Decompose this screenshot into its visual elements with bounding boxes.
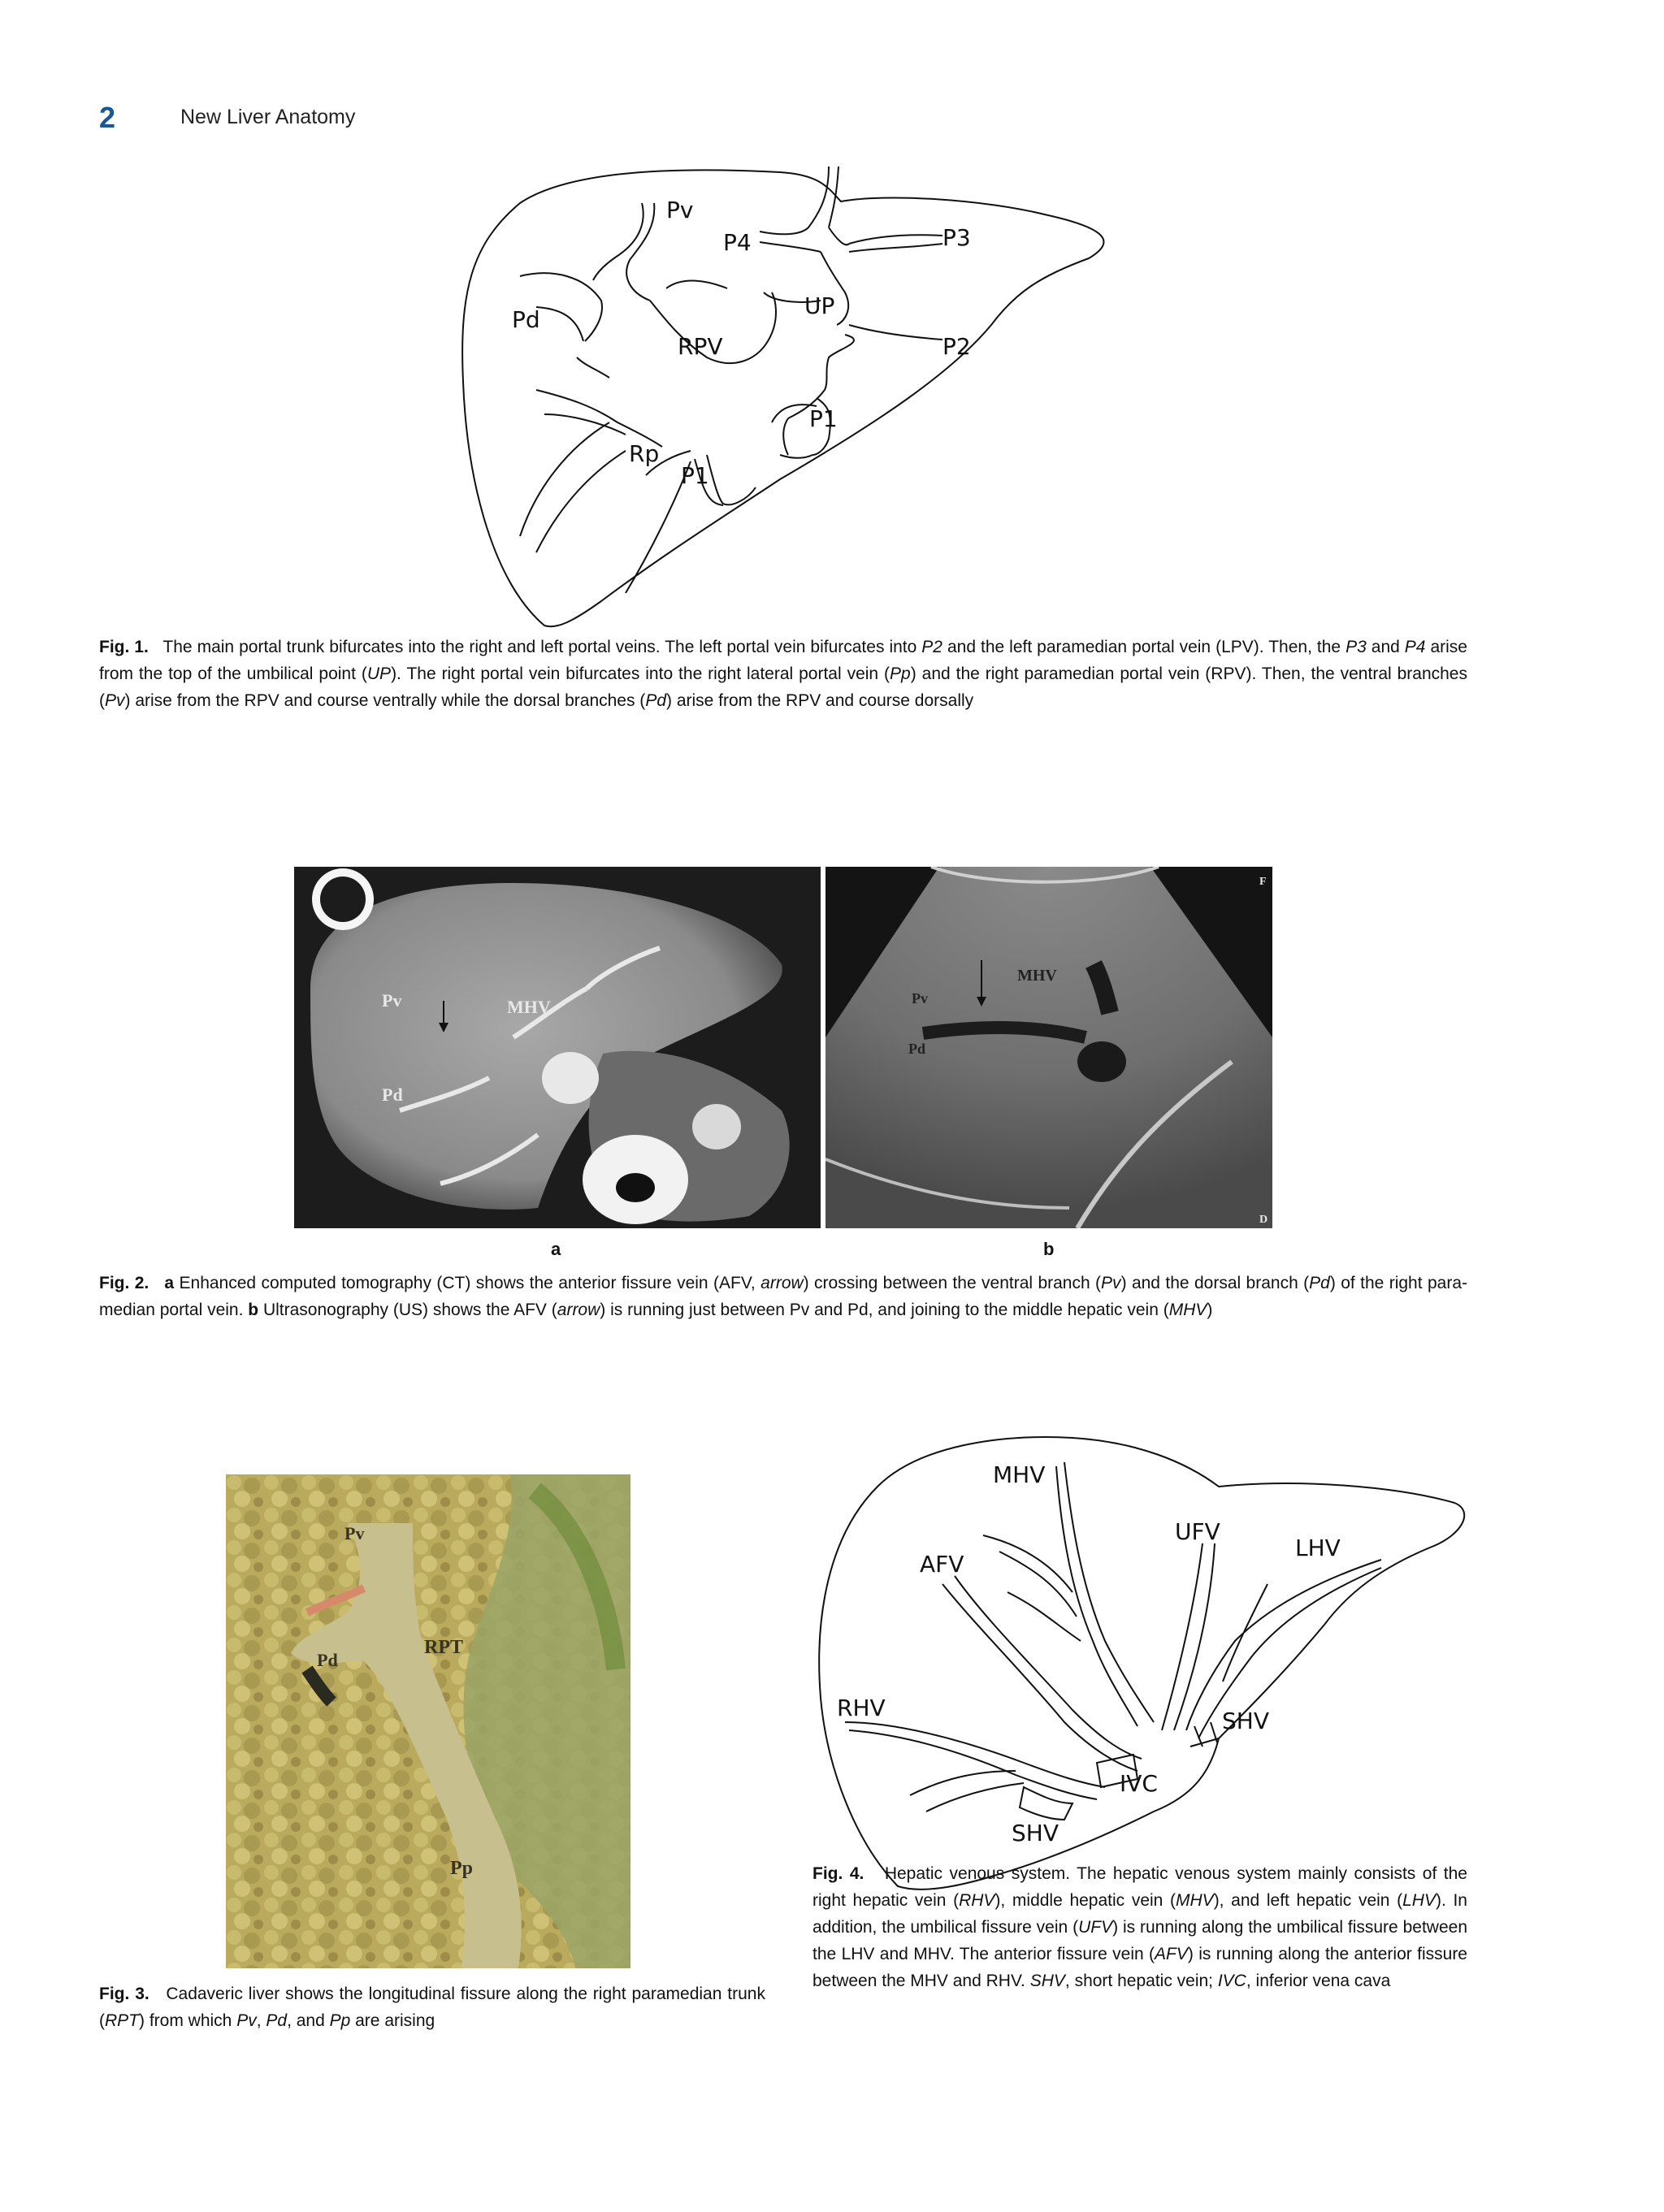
caption-run: ) [1207, 1301, 1213, 1319]
fig4-label-shv-bottom: SHV [1012, 1820, 1059, 1846]
fig4-label-ivc: IVC [1120, 1770, 1158, 1797]
fig1-diagram [455, 158, 1121, 638]
fig4-label-mhv: MHV [993, 1461, 1046, 1488]
fig3-caption-label: Fig. 3. [99, 1985, 150, 2003]
fig2b-label-pd: Pd [908, 1041, 926, 1057]
fig1-caption [99, 634, 1467, 714]
caption-run: Pv [1101, 1274, 1121, 1292]
fig4-label-shv-right: SHV [1222, 1708, 1269, 1734]
caption-run: ), middle hepatic vein ( [994, 1891, 1176, 1910]
fig4-label-lhv: LHV [1295, 1535, 1341, 1561]
fig2b-panel-letter: b [1043, 1239, 1055, 1259]
caption-run: P3 [1346, 638, 1367, 656]
fig4-caption-label: Fig. 4. [812, 1864, 864, 1883]
caption-run: MHV [1176, 1891, 1214, 1910]
caption-run: ) arise from the RPV and course ventrally while the dorsal branches ( [124, 691, 646, 710]
fig1-label-p1-left: P1 [809, 405, 838, 432]
fig2-caption-text [99, 1274, 1467, 1319]
caption-run: Pv [105, 691, 125, 710]
fig1-label-up: UP [804, 292, 835, 319]
caption-run: Cadaveric liver shows the longitudinal fissure along the right paramedian trunk ( [99, 1985, 765, 2030]
fig3-caption [99, 1980, 765, 2034]
fig2a-label-pv: Pv [382, 990, 402, 1011]
fig1-label-pd: Pd [512, 306, 540, 333]
fig1-label-pv: Pv [666, 197, 694, 223]
fig3-label-pv: Pv [344, 1523, 365, 1543]
caption-run: and [1366, 638, 1405, 656]
caption-run: SHV [1029, 1972, 1065, 1990]
fig3-label-rpt: RPT [424, 1637, 463, 1658]
fig2a-label-mhv: MHV [507, 997, 551, 1017]
caption-run: arise from the top of the umbilical point ( [99, 638, 1467, 683]
fig2a-label-pd: Pd [382, 1084, 403, 1105]
caption-run: ) is running along the umbilical fissure between the LHV and MHV. The anterior fissure vein ( [812, 1918, 1467, 1963]
caption-run: The main portal trunk bifurcates into the right and left portal veins. The left portal vein bifurcates into [162, 638, 922, 656]
fig1-label-rp: Rp [629, 440, 660, 467]
caption-run: ) and the right paramedian portal vein (RPV). Then, the ventral branches ( [99, 664, 1467, 710]
caption-run: ) is running just between Pv and Pd, and joining to the middle hepatic vein ( [600, 1301, 1169, 1319]
fig4-diagram [804, 1430, 1479, 1893]
fig2b-label-mhv: MHV [1017, 967, 1057, 985]
caption-run: Pd [1309, 1274, 1330, 1292]
caption-run: ), and left hepatic vein ( [1213, 1891, 1403, 1910]
fig3-cadaver-photo [226, 1474, 630, 1968]
caption-run: ) crossing between the ventral branch ( [803, 1274, 1102, 1292]
fig4-label-ufv: UFV [1175, 1518, 1220, 1545]
fig1-caption-label: Fig. 1. [99, 638, 149, 656]
fig4-label-afv: AFV [920, 1551, 964, 1578]
caption-run: and the left paramedian portal vein (LPV). Then, the [942, 638, 1346, 656]
caption-run: Hepatic venous system. The hepatic venous system mainly consists of the right hepatic vein ( [812, 1864, 1467, 1910]
fig2b-us-image [826, 867, 1272, 1228]
fig3-label-pd: Pd [317, 1650, 338, 1670]
caption-run: ). In addition, the umbilical fissure vein ( [812, 1891, 1467, 1937]
caption-run: arrow [557, 1301, 600, 1319]
caption-run: P2 [921, 638, 942, 656]
caption-run: b [248, 1301, 259, 1319]
caption-run: Enhanced computed tomography (CT) shows the anterior fissure vein (AFV, [174, 1274, 761, 1292]
caption-run: ) is running along the anterior fissure between the MHV and RHV. [812, 1945, 1467, 1990]
fig2-caption-label: Fig. 2. [99, 1274, 150, 1292]
fig2b-corner-top: F [1259, 876, 1267, 888]
caption-run: ) and the dorsal branch ( [1120, 1274, 1310, 1292]
caption-run: RPT [105, 2011, 139, 2030]
caption-run: IVC [1217, 1972, 1246, 1990]
fig3-label-pp: Pp [450, 1858, 474, 1879]
caption-run: Pv [236, 2011, 257, 2030]
running-title: New Liver Anatomy [180, 106, 356, 128]
fig1-label-p2: P2 [942, 333, 971, 360]
caption-run: Pp [890, 664, 911, 683]
caption-run: Ultrasonography (US) shows the AFV ( [258, 1301, 557, 1319]
caption-run: MHV [1168, 1301, 1207, 1319]
fig1-caption-text [99, 638, 1467, 710]
fig2a-ct-image [294, 867, 821, 1228]
fig4-label-rhv: RHV [837, 1695, 886, 1721]
caption-run: , [256, 2011, 266, 2030]
caption-run: arrow [760, 1274, 804, 1292]
caption-run: ). The right portal vein bifurcates into the right lateral portal vein ( [391, 664, 890, 683]
caption-run: , and [287, 2011, 330, 2030]
caption-run: RHV [959, 1891, 995, 1910]
caption-run: a [164, 1274, 175, 1292]
fig1-label-p3: P3 [942, 224, 971, 251]
page-number: 2 [99, 101, 116, 134]
caption-run: AFV [1155, 1945, 1188, 1963]
caption-run: , inferior vena cava [1246, 1972, 1391, 1990]
caption-run: , short hepatic vein; [1064, 1972, 1218, 1990]
caption-run: Pd [266, 2011, 288, 2030]
caption-run: Pd [645, 691, 666, 710]
fig4-caption-text [812, 1864, 1467, 1990]
caption-run: LHV [1402, 1891, 1436, 1910]
fig2-caption [99, 1270, 1467, 1323]
fig2a-panel-letter: a [551, 1239, 561, 1259]
caption-run: ) from which [139, 2011, 237, 2030]
fig2b-label-pv: Pv [912, 990, 928, 1006]
fig1-label-p1-right: P1 [681, 462, 709, 489]
fig1-label-rpv: RPV [678, 333, 723, 360]
caption-run: ) arise from the RPV and course dorsally [666, 691, 974, 710]
caption-run: UP [366, 664, 392, 683]
fig1-label-p4: P4 [723, 229, 752, 256]
fig2b-corner-bottom: D [1259, 1214, 1268, 1226]
fig4-liver-outline [819, 1437, 1464, 1890]
fig1-liver-outline [462, 170, 1103, 626]
fig4-caption [812, 1860, 1467, 1994]
caption-run: UFV [1078, 1918, 1113, 1937]
fig3-caption-text [99, 1985, 765, 2030]
caption-run: P4 [1404, 638, 1426, 656]
caption-run: ) of the right para-median portal vein. [99, 1274, 1467, 1319]
caption-run: are arising [350, 2011, 436, 2030]
caption-run: Pp [329, 2011, 351, 2030]
